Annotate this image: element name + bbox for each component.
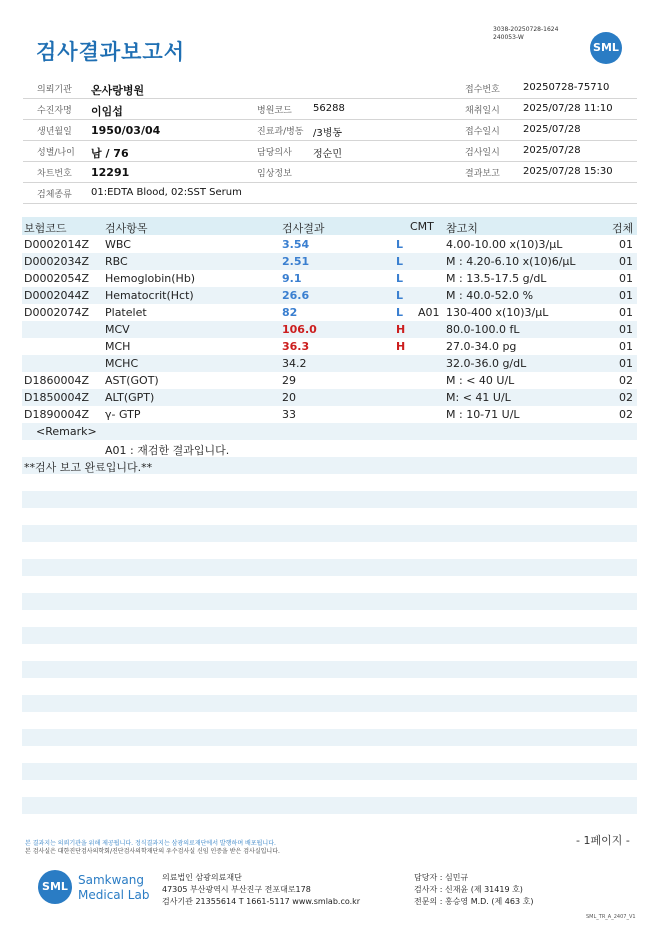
cell-result: 36.3 <box>282 340 310 353</box>
cell-code: D0002044Z <box>24 289 89 302</box>
cell-item: ALT(GPT) <box>105 391 155 404</box>
table-row <box>22 304 637 321</box>
empty-band <box>22 695 637 712</box>
staff-line1: 담당자 : 심민규 <box>414 873 469 882</box>
org-name: 의료법인 삼광의료재단 <box>162 873 242 882</box>
table-row <box>22 253 637 270</box>
birth-value: 1950/03/04 <box>91 124 161 137</box>
cell-item: Hematocrit(Hct) <box>105 289 194 302</box>
dept-label: 진료과/병동 <box>257 127 304 137</box>
cell-result: 29 <box>282 374 296 387</box>
info-row <box>23 162 637 183</box>
specimen-label: 검체종류 <box>37 190 72 200</box>
org-address: 47305 부산광역시 부산진구 전포대로178 <box>162 885 311 894</box>
table-row <box>22 287 637 304</box>
footer-staff <box>414 872 533 908</box>
cell-spec: 01 <box>619 289 633 302</box>
cell-flag: H <box>396 340 406 353</box>
cell-spec: 02 <box>619 374 633 387</box>
cell-result: 2.51 <box>282 255 310 268</box>
cell-ref: 80.0-100.0 fL <box>446 323 520 336</box>
cell-ref: 130-400 x(10)3/μL <box>446 306 549 319</box>
cell-item: AST(GOT) <box>105 374 159 387</box>
cell-ref: M: < 41 U/L <box>446 391 511 404</box>
header-result: 검사결과 <box>282 222 325 235</box>
cell-result: 34.2 <box>282 357 307 370</box>
empty-band <box>22 763 637 780</box>
header-code: 보험코드 <box>24 222 67 235</box>
footer-note-line1: 본 결과지는 의뢰기관을 위해 제공됩니다. 정식결과지는 삼광의료재단에서 발행하며 배포됩니다. <box>25 840 276 847</box>
sex-age-value: 남 / 76 <box>91 147 129 160</box>
cell-spec: 02 <box>619 408 633 421</box>
table-row <box>22 355 637 372</box>
cell-flag: L <box>396 306 404 319</box>
cell-spec: 01 <box>619 238 633 251</box>
footer-note-line2: 본 검사실은 대한진단검사의학회/진단검사의학재단의 우수검사실 신임 인증을 받은 검사실입니다. <box>25 848 280 855</box>
form-code: SML_TR_A_2407_V1 <box>586 914 636 920</box>
cell-ref: M : 4.20-6.10 x(10)6/μL <box>446 255 576 268</box>
cell-result: 3.54 <box>282 238 310 251</box>
patient-name-label: 수진자명 <box>37 106 72 116</box>
dept-value: /3병동 <box>313 128 343 139</box>
remark-label: <Remark> <box>36 425 97 438</box>
cell-spec: 01 <box>619 323 633 336</box>
cell-item: MCV <box>105 323 130 336</box>
collect-date-label: 채취일시 <box>465 106 500 116</box>
cell-code: D0002054Z <box>24 272 89 285</box>
cell-item: MCHC <box>105 357 139 370</box>
page-number: - 1페이지 - <box>576 834 630 847</box>
cell-spec: 01 <box>619 306 633 319</box>
cell-code: D0002034Z <box>24 255 89 268</box>
cell-code: D0002014Z <box>24 238 89 251</box>
table-row <box>22 372 637 389</box>
cell-flag: L <box>396 289 404 302</box>
cell-item: γ- GTP <box>105 408 141 421</box>
table-row <box>22 321 637 338</box>
doctor-label: 담당의사 <box>257 148 292 158</box>
staff-line2: 검사자 : 신재윤 (제 31419 호) <box>414 885 523 894</box>
document-code-line2: 240053-W <box>493 34 524 41</box>
document-code-line1: 3038-20250728-1624 <box>493 26 559 33</box>
report-date-value: 2025/07/28 15:30 <box>523 166 613 177</box>
clinical-label: 임상정보 <box>257 169 292 179</box>
empty-band <box>22 559 637 576</box>
cell-code: D0002074Z <box>24 306 89 319</box>
receipt-date-label: 접수일시 <box>465 127 500 137</box>
cell-ref: 27.0-34.0 pg <box>446 340 517 353</box>
cell-result: 26.6 <box>282 289 310 302</box>
collect-date-value: 2025/07/28 11:10 <box>523 103 613 114</box>
cell-ref: 4.00-10.00 x(10)3/μL <box>446 238 563 251</box>
info-row <box>23 183 637 204</box>
doctor-value: 정순민 <box>313 149 342 160</box>
birth-label: 생년월일 <box>37 127 72 137</box>
document-code <box>493 26 558 42</box>
completion-text: **검사 보고 완료입니다.** <box>24 461 153 474</box>
cell-code: D1850004Z <box>24 391 89 404</box>
cell-spec: 01 <box>619 357 633 370</box>
cell-code: D1860004Z <box>24 374 89 387</box>
cell-result: 106.0 <box>282 323 317 336</box>
header-item: 검사항목 <box>105 222 148 235</box>
footer-address <box>162 872 360 908</box>
remark-text-row <box>22 440 637 457</box>
cell-result: 20 <box>282 391 296 404</box>
cell-result: 82 <box>282 306 298 319</box>
test-date-label: 검사일시 <box>465 148 500 158</box>
empty-band <box>22 627 637 644</box>
footer-notes <box>25 840 280 856</box>
brand-name <box>78 873 149 903</box>
header-spec: 검체 <box>612 222 634 235</box>
cell-ref: 32.0-36.0 g/dL <box>446 357 527 370</box>
table-row <box>22 338 637 355</box>
receipt-date-value: 2025/07/28 <box>523 124 581 135</box>
cell-ref: M : 10-71 U/L <box>446 408 520 421</box>
reception-no-label: 접수번호 <box>465 85 500 95</box>
report-date-label: 결과보고 <box>465 169 500 179</box>
cell-ref: M : 13.5-17.5 g/dL <box>446 272 547 285</box>
table-row <box>22 406 637 423</box>
chart-no-label: 차트번호 <box>37 169 72 179</box>
report-title: 검사결과보고서 <box>36 40 186 64</box>
hospital-code-label: 병원코드 <box>257 106 292 116</box>
cell-flag: L <box>396 238 404 251</box>
footer-sml-logo: SML <box>38 870 72 904</box>
patient-name-value: 이임섭 <box>91 105 123 118</box>
cell-flag: L <box>396 272 404 285</box>
cell-item: WBC <box>105 238 131 251</box>
cell-spec: 02 <box>619 391 633 404</box>
cell-spec: 01 <box>619 272 633 285</box>
cell-cmt: A01 <box>418 306 440 319</box>
empty-band <box>22 525 637 542</box>
header-cmt: CMT <box>410 220 434 233</box>
cell-ref: M : 40.0-52.0 % <box>446 289 534 302</box>
hospital-value: 온사랑병원 <box>91 84 145 97</box>
info-row <box>23 99 637 120</box>
cell-result: 33 <box>282 408 296 421</box>
info-row <box>23 141 637 162</box>
cell-spec: 01 <box>619 340 633 353</box>
empty-band <box>22 797 637 814</box>
cell-code: D1890004Z <box>24 408 89 421</box>
empty-band <box>22 491 637 508</box>
info-row <box>23 78 637 99</box>
cell-item: Platelet <box>105 306 147 319</box>
cell-item: RBC <box>105 255 128 268</box>
hospital-code-value: 56288 <box>313 103 345 114</box>
results-table-header <box>22 217 637 235</box>
cell-result: 9.1 <box>282 272 302 285</box>
staff-line3: 전문의 : 홍승영 M.D. (제 463 호) <box>414 897 534 906</box>
brand-line1: Samkwang <box>78 873 144 887</box>
cell-flag: L <box>396 255 404 268</box>
chart-no-value: 12291 <box>91 166 130 179</box>
org-contact: 검사기관 21355614 T 1661-5117 www.smlab.co.kr <box>162 897 361 906</box>
remark-row <box>22 423 637 440</box>
table-row <box>22 389 637 406</box>
brand-line2: Medical Lab <box>78 888 150 902</box>
cell-spec: 01 <box>619 255 633 268</box>
info-row <box>23 120 637 141</box>
reception-no-value: 20250728-75710 <box>523 82 610 93</box>
empty-band <box>22 661 637 678</box>
sex-age-label: 성별/나이 <box>37 148 75 158</box>
test-date-value: 2025/07/28 <box>523 145 581 156</box>
cell-flag: H <box>396 323 406 336</box>
cell-item: Hemoglobin(Hb) <box>105 272 196 285</box>
table-row <box>22 270 637 287</box>
hospital-label: 의뢰기관 <box>37 85 72 95</box>
cell-ref: M : < 40 U/L <box>446 374 515 387</box>
table-row <box>22 236 637 253</box>
header-ref: 참고치 <box>446 222 478 235</box>
empty-band <box>22 729 637 746</box>
specimen-value: 01:EDTA Blood, 02:SST Serum <box>91 187 242 198</box>
sml-logo: SML <box>590 32 622 64</box>
empty-band <box>22 593 637 610</box>
completion-row <box>22 457 637 474</box>
cell-item: MCH <box>105 340 131 353</box>
remark-text: A01 : 재검한 결과입니다. <box>105 444 230 457</box>
